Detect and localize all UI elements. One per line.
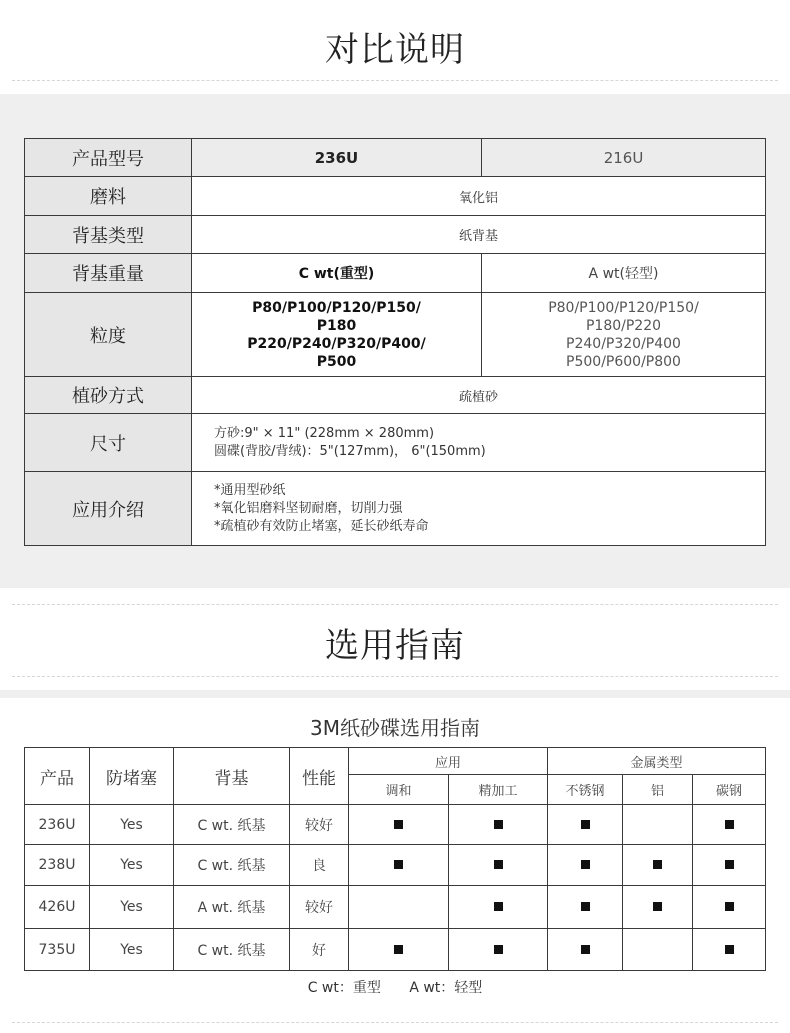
mark-cell (548, 929, 623, 971)
grit-line: P180/P220 (585, 317, 662, 334)
check-mark-icon (394, 860, 403, 869)
divider (12, 1022, 778, 1023)
product-236u-header: 236U (192, 139, 482, 177)
size-line: 圆碟(背胶/背绒)：5"(127mm)， 6"(150mm) (214, 443, 486, 459)
grit-line: P180 (316, 317, 357, 334)
guide-band (0, 690, 790, 698)
note-a-wt: A wt：轻型 (409, 980, 483, 996)
table-row (25, 472, 766, 546)
cell-performance: 良 (290, 845, 349, 886)
size-value (192, 414, 766, 472)
table-row (25, 845, 766, 886)
guide-title: 3M纸砂碟选用指南 (310, 716, 480, 740)
mark-cell (693, 805, 766, 845)
cell-backing: C wt. 纸基 (174, 929, 290, 971)
mark-cell (449, 886, 548, 929)
check-mark-icon (394, 945, 403, 954)
cell-anticlog: Yes (90, 929, 174, 971)
legend-note (0, 977, 790, 997)
row-label-backing-type: 背基类型 (25, 216, 192, 254)
cell-product: 236U (25, 805, 90, 845)
abrasive-value: 氧化铝 (192, 177, 766, 216)
backing-weight-236u: C wt(重型) (192, 254, 482, 293)
row-label-grit: 粒度 (25, 293, 192, 377)
header-blend: 调和 (349, 775, 449, 805)
mark-cell (548, 845, 623, 886)
note-c-wt: C wt：重型 (307, 980, 381, 996)
check-mark-icon (494, 902, 503, 911)
mark-cell (548, 805, 623, 845)
row-label-application: 应用介绍 (25, 472, 192, 546)
header-backing: 背基 (174, 748, 290, 805)
header-stainless: 不锈钢 (548, 775, 623, 805)
grit-line: P220/P240/P320/P400/ (247, 335, 426, 352)
table-row (25, 216, 766, 254)
row-label-model: 产品型号 (25, 139, 192, 177)
check-mark-icon (494, 820, 503, 829)
cell-product: 426U (25, 886, 90, 929)
table-row (25, 414, 766, 472)
table-header-row (25, 748, 766, 775)
mark-cell (349, 929, 449, 971)
section-title-guide: 选用指南 (325, 626, 465, 666)
divider (12, 80, 778, 81)
row-label-abrasive: 磨料 (25, 177, 192, 216)
cell-performance: 较好 (290, 805, 349, 845)
check-mark-icon (581, 820, 590, 829)
selection-guide-table (24, 747, 766, 971)
application-value (192, 472, 766, 546)
mark-cell (548, 886, 623, 929)
grit-line: P500 (316, 353, 357, 370)
mark-cell (693, 929, 766, 971)
row-label-size: 尺寸 (25, 414, 192, 472)
mark-cell (693, 886, 766, 929)
divider (12, 604, 778, 605)
cell-backing: C wt. 纸基 (174, 845, 290, 886)
grit-line: P240/P320/P400 (566, 335, 681, 352)
application-line: *氧化铝磨料坚韧耐磨，切削力强 (214, 500, 403, 516)
header-anticlog: 防堵塞 (90, 748, 174, 805)
divider (12, 676, 778, 677)
comparison-table (24, 138, 766, 546)
cell-product: 735U (25, 929, 90, 971)
cell-performance: 较好 (290, 886, 349, 929)
grit-216u (482, 293, 766, 377)
check-mark-icon (725, 860, 734, 869)
size-line: 方砂:9" × 11" (228mm × 280mm) (214, 425, 435, 441)
check-mark-icon (494, 945, 503, 954)
mark-cell (449, 845, 548, 886)
table-row (25, 929, 766, 971)
section-title-comparison: 对比说明 (325, 30, 465, 70)
check-mark-icon (394, 820, 403, 829)
application-line: *疏植砂有效防止堵塞，延长砂纸寿命 (214, 518, 429, 534)
mark-cell (623, 929, 693, 971)
check-mark-icon (725, 945, 734, 954)
header-finishing: 精加工 (449, 775, 548, 805)
header-metal-type: 金属类型 (548, 748, 766, 775)
header-aluminum: 铝 (623, 775, 693, 805)
mark-cell (349, 845, 449, 886)
cell-anticlog: Yes (90, 845, 174, 886)
header-carbon: 碳钢 (693, 775, 766, 805)
table-row (25, 139, 766, 177)
mark-cell (449, 929, 548, 971)
grit-line: P500/P600/P800 (566, 353, 681, 370)
mark-cell (349, 886, 449, 929)
mark-cell (623, 845, 693, 886)
cell-anticlog: Yes (90, 805, 174, 845)
mark-cell (693, 845, 766, 886)
check-mark-icon (725, 820, 734, 829)
coating-value: 疏植砂 (192, 377, 766, 414)
mark-cell (349, 805, 449, 845)
check-mark-icon (725, 902, 734, 911)
table-row (25, 293, 766, 377)
table-row (25, 886, 766, 929)
header-performance: 性能 (290, 748, 349, 805)
table-row (25, 254, 766, 293)
check-mark-icon (494, 860, 503, 869)
check-mark-icon (581, 945, 590, 954)
cell-product: 238U (25, 845, 90, 886)
mark-cell (623, 805, 693, 845)
header-product: 产品 (25, 748, 90, 805)
grit-236u (192, 293, 482, 377)
grit-line: P80/P100/P120/P150/ (548, 299, 699, 316)
table-row (25, 805, 766, 845)
application-line: *通用型砂纸 (214, 482, 286, 498)
row-label-backing-weight: 背基重量 (25, 254, 192, 293)
check-mark-icon (653, 902, 662, 911)
cell-performance: 好 (290, 929, 349, 971)
backing-weight-216u: A wt(轻型) (482, 254, 766, 293)
cell-backing: C wt. 纸基 (174, 805, 290, 845)
row-label-coating: 植砂方式 (25, 377, 192, 414)
product-216u-header: 216U (482, 139, 766, 177)
check-mark-icon (581, 902, 590, 911)
check-mark-icon (653, 860, 662, 869)
cell-anticlog: Yes (90, 886, 174, 929)
cell-backing: A wt. 纸基 (174, 886, 290, 929)
header-application: 应用 (349, 748, 548, 775)
table-row (25, 377, 766, 414)
mark-cell (623, 886, 693, 929)
backing-type-value: 纸背基 (192, 216, 766, 254)
table-row (25, 177, 766, 216)
grit-line: P80/P100/P120/P150/ (252, 299, 421, 316)
check-mark-icon (581, 860, 590, 869)
mark-cell (449, 805, 548, 845)
